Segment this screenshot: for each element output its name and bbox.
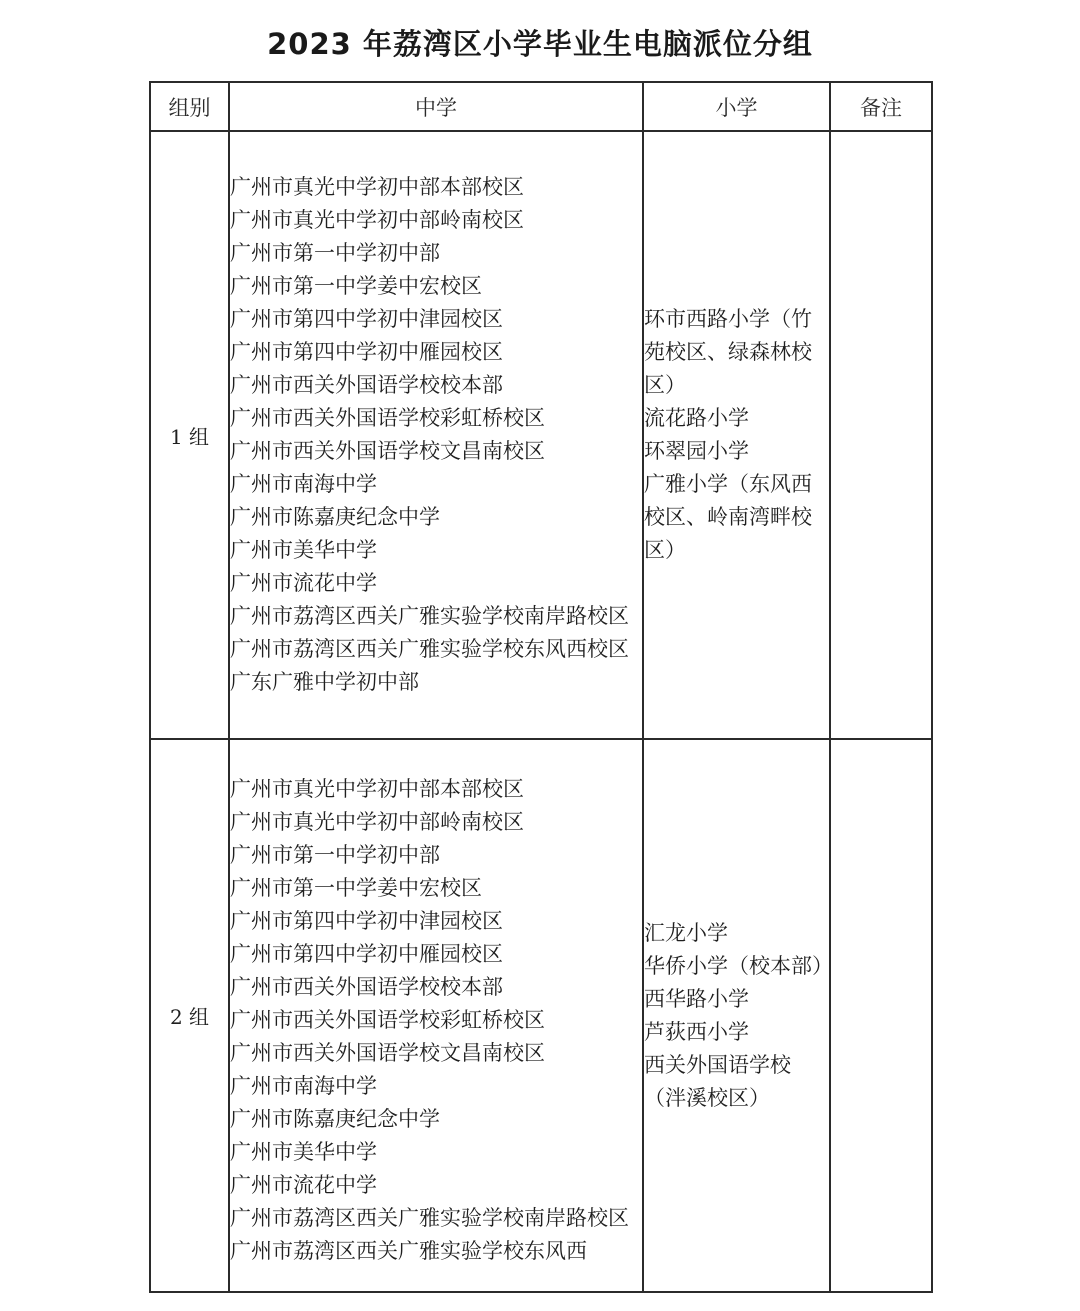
list-item: 广州市流花中学 [230,571,377,595]
note-cell [830,131,932,739]
list-item: 广州市陈嘉庚纪念中学 [230,1106,440,1131]
list-item: 广州市流花中学 [230,1172,377,1197]
list-item: 芦荻西小学 [644,1019,749,1044]
list-item: 流花路小学 [644,406,749,430]
header-note: 备注 [830,82,932,131]
list-item: 广州市第四中学初中雁园校区 [230,941,503,966]
note-cell [830,739,932,1292]
list-item: 广州市西关外国语学校校本部 [230,974,503,999]
list-item: 广州市西关外国语学校文昌南校区 [230,439,545,463]
table-header-row [150,82,932,131]
list-item: 广州市陈嘉庚纪念中学 [230,505,440,529]
list-item: 广州市南海中学 [230,472,377,496]
list-item: 广州市第四中学初中津园校区 [230,307,503,331]
list-item: 广州市荔湾区西关广雅实验学校南岸路校区 [230,604,629,628]
list-item: 广州市荔湾区西关广雅实验学校东风西校区 [230,637,629,661]
list-item: 广州市西关外国语学校校本部 [230,373,503,397]
header-middle-school: 中学 [229,82,643,131]
list-item: 广雅小学（东风西校区、岭南湾畔校区） [644,472,812,562]
list-item: 广州市西关外国语学校文昌南校区 [230,1040,545,1065]
list-item: 广州市第四中学初中雁园校区 [230,340,503,364]
group-label: 2 组 [150,739,229,1292]
middle-school-list [229,739,643,1292]
list-item: 广东广雅中学初中部 [230,670,419,694]
group-label: 1 组 [150,131,229,739]
list-item: 广州市第四中学初中津园校区 [230,908,503,933]
list-item: 华侨小学（校本部） [644,953,833,978]
header-group: 组别 [150,82,229,131]
list-item: 环翠园小学 [644,439,749,463]
page-title: 2023 年荔湾区小学毕业生电脑派位分组 [267,27,813,61]
list-item: 广州市荔湾区西关广雅实验学校东风西 [230,1238,587,1263]
primary-school-list [643,739,833,1292]
list-item: 广州市西关外国语学校彩虹桥校区 [230,1007,545,1032]
list-item: 广州市美华中学 [230,1139,377,1164]
list-item: 广州市第一中学姜中宏校区 [230,875,482,900]
list-item: 广州市荔湾区西关广雅实验学校南岸路校区 [230,1205,629,1230]
list-item: 广州市第一中学姜中宏校区 [230,274,482,298]
primary-school-list [643,131,830,739]
list-item: 广州市真光中学初中部本部校区 [230,175,524,199]
list-item: 广州市第一中学初中部 [230,842,440,867]
list-item: 西关外国语学校（泮溪校区） [644,1052,791,1110]
list-item: 汇龙小学 [644,920,728,945]
table-row [150,131,932,739]
header-primary-school: 小学 [643,82,830,131]
middle-school-list [229,131,643,739]
list-item: 西华路小学 [644,986,749,1011]
allocation-table [149,81,933,1293]
list-item: 广州市南海中学 [230,1073,377,1098]
list-item: 环市西路小学（竹苑校区、绿森林校区） [644,307,812,397]
table-row [150,739,932,1292]
list-item: 广州市第一中学初中部 [230,241,440,265]
list-item: 广州市美华中学 [230,538,377,562]
list-item: 广州市真光中学初中部岭南校区 [230,208,524,232]
list-item: 广州市西关外国语学校彩虹桥校区 [230,406,545,430]
list-item: 广州市真光中学初中部岭南校区 [230,809,524,834]
list-item: 广州市真光中学初中部本部校区 [230,776,524,801]
